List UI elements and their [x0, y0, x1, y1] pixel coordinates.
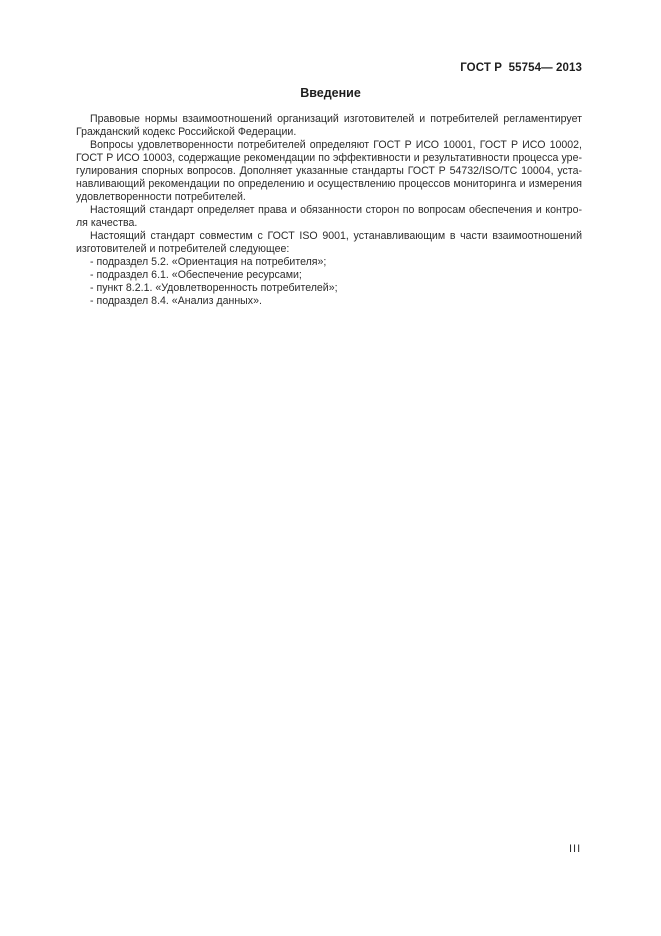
text-line: изготовителей и потребителей следующее: [76, 243, 290, 255]
text-line: ГОСТ Р ИСО 10003, содержащие рекомендации по эффективности и результативности процесса уре- [76, 152, 582, 164]
text-line: Настоящий стандарт совместим с ГОСТ ISO 9001, устанавливающим в части взаимоотношений [90, 230, 582, 242]
text-line: навливающий рекомендации по определению и осуществлению процессов мониторинга и измерения [76, 178, 582, 190]
text-line: Настоящий стандарт определяет права и обязанности сторон по вопросам обеспечения и контро- [90, 204, 582, 216]
list-item: - подраздел 5.2. «Ориентация на потребителя»; [90, 256, 327, 268]
paragraph-legal-norms [76, 113, 582, 139]
section-title: Введение [300, 86, 361, 100]
list-item: - пункт 8.2.1. «Удовлетворенность потребителей»; [90, 282, 338, 294]
text-line: удовлетворенности потребителей. [76, 191, 246, 203]
text-line: гулирования спорных вопросов. Дополняет указанные стандарты ГОСТ Р 54732/ISO/TC 10004, уста- [76, 165, 582, 177]
text-line: Гражданский кодекс Российской Федерации. [76, 126, 297, 138]
text-line: Правовые нормы взаимоотношений организаций изготовителей и потребителей регламентирует [90, 113, 582, 125]
document-code: ГОСТ Р 55754— 2013 [460, 62, 582, 74]
text-line: Вопросы удовлетворенности потребителей определяют ГОСТ Р ИСО 10001, ГОСТ Р ИСО 10002, [90, 139, 582, 151]
paragraph-iso-compatibility [76, 230, 582, 256]
document-body [76, 113, 582, 308]
paragraph-satisfaction-questions [76, 139, 582, 204]
list-item: - подраздел 6.1. «Обеспечение ресурсами; [90, 269, 302, 281]
text-line: ля качества. [76, 217, 138, 229]
paragraph-rights-obligations [76, 204, 582, 230]
subsection-list [76, 256, 582, 308]
page-number: III [569, 843, 582, 855]
list-item: - подраздел 8.4. «Анализ данных». [90, 295, 262, 307]
